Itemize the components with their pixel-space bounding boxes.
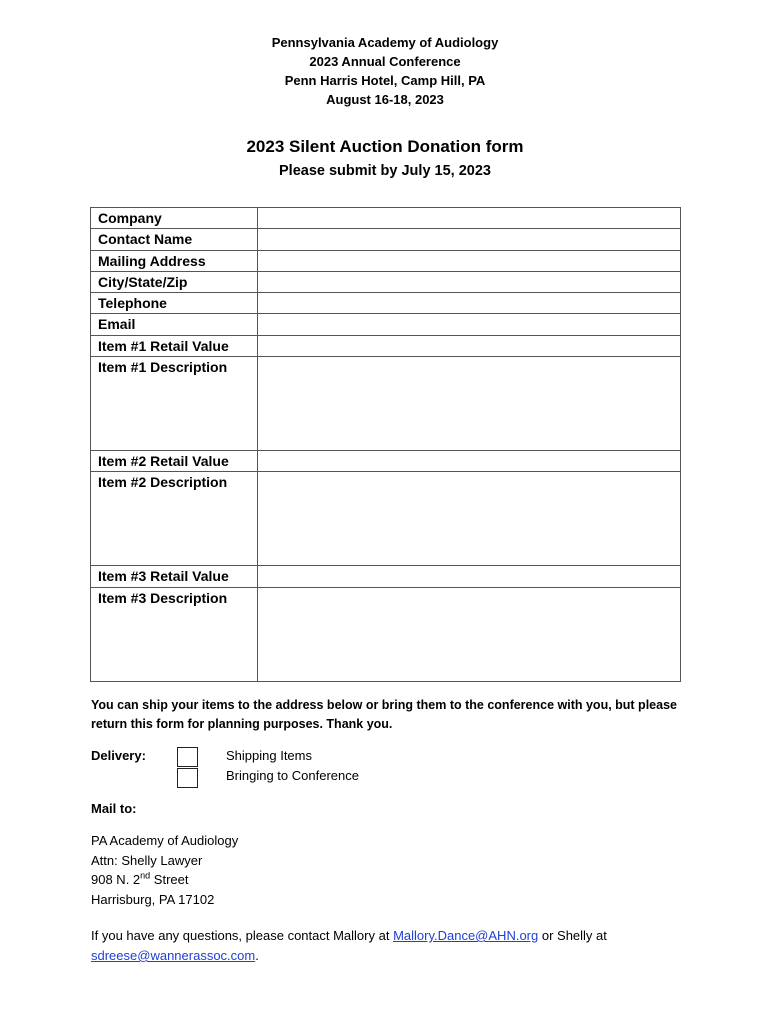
email-field[interactable] (258, 314, 681, 335)
contact-name-field[interactable] (258, 229, 681, 250)
questions-prefix: If you have any questions, please contact Mallory at (91, 928, 394, 943)
delivery-label: Delivery: (91, 748, 146, 763)
form-deadline: Please submit by July 15, 2023 (279, 163, 491, 179)
item2-value-label: Item #2 Retail Value (91, 451, 258, 472)
street-name: Street (150, 872, 189, 887)
shipping-items-label: Shipping Items (226, 748, 312, 763)
email-label: Email (91, 314, 258, 335)
address-line-1: PA Academy of Audiology (91, 833, 239, 848)
row-item2-value (91, 451, 681, 472)
item1-description-field[interactable] (258, 357, 681, 451)
mallory-email-link[interactable]: Mallory.Dance@AHN.org (393, 928, 539, 943)
row-email (91, 314, 681, 335)
event-venue: Penn Harris Hotel, Camp Hill, PA (284, 73, 486, 88)
bringing-to-conference-checkbox[interactable] (177, 768, 198, 788)
row-item3-value (91, 566, 681, 587)
org-name: Pennsylvania Academy of Audiology (271, 35, 499, 50)
row-item3-description (91, 587, 681, 681)
street-ordinal: nd (140, 870, 151, 881)
item1-value-field[interactable] (258, 335, 681, 356)
address-line-3 (91, 870, 238, 890)
event-dates: August 16-18, 2023 (326, 92, 444, 107)
telephone-label: Telephone (91, 293, 258, 314)
questions-middle: or Shelly at (538, 928, 607, 943)
questions-suffix: . (255, 948, 259, 963)
company-label: Company (91, 208, 258, 229)
item2-description-label: Item #2 Description (91, 472, 258, 566)
company-field[interactable] (258, 208, 681, 229)
item3-value-label: Item #3 Retail Value (91, 566, 258, 587)
item1-value-label: Item #1 Retail Value (91, 335, 258, 356)
item3-value-field[interactable] (258, 566, 681, 587)
form-title: 2023 Silent Auction Donation form (246, 137, 524, 156)
telephone-field[interactable] (258, 293, 681, 314)
contact-questions (91, 926, 691, 966)
item2-description-field[interactable] (258, 472, 681, 566)
contact-name-label: Contact Name (91, 229, 258, 250)
city-state-zip-field[interactable] (258, 271, 681, 292)
item2-value-field[interactable] (258, 451, 681, 472)
row-item1-description (91, 357, 681, 451)
street-number: 908 N. 2 (91, 872, 141, 887)
event-name: 2023 Annual Conference (309, 54, 461, 69)
row-company (91, 208, 681, 229)
conference-header (0, 33, 770, 109)
row-contact-name (91, 229, 681, 250)
city-state-zip-label: City/State/Zip (91, 271, 258, 292)
address-line-4: Harrisburg, PA 17102 (91, 891, 215, 907)
shipping-note: You can ship your items to the address below or bring them to the conference with you, but please return this form for planning purposes. Thank you. (91, 698, 677, 731)
row-mailing-address (91, 250, 681, 271)
donation-form-table (90, 207, 681, 682)
mail-to-label: Mail to: (91, 801, 137, 816)
row-item1-value (91, 335, 681, 356)
row-telephone (91, 293, 681, 314)
item3-description-field[interactable] (258, 587, 681, 681)
bringing-to-conference-label: Bringing to Conference (226, 768, 359, 783)
shelly-email-link[interactable]: sdreese@wannerassoc.com (91, 948, 256, 963)
item3-description-label: Item #3 Description (91, 587, 258, 681)
mailing-address-label: Mailing Address (91, 250, 258, 271)
shipping-items-checkbox[interactable] (177, 747, 198, 767)
row-item2-description (91, 472, 681, 566)
item1-description-label: Item #1 Description (91, 357, 258, 451)
address-line-2: Attn: Shelly Lawyer (91, 852, 203, 868)
mailing-address-field[interactable] (258, 250, 681, 271)
mailing-address-block (91, 831, 238, 909)
row-city-state-zip (91, 271, 681, 292)
